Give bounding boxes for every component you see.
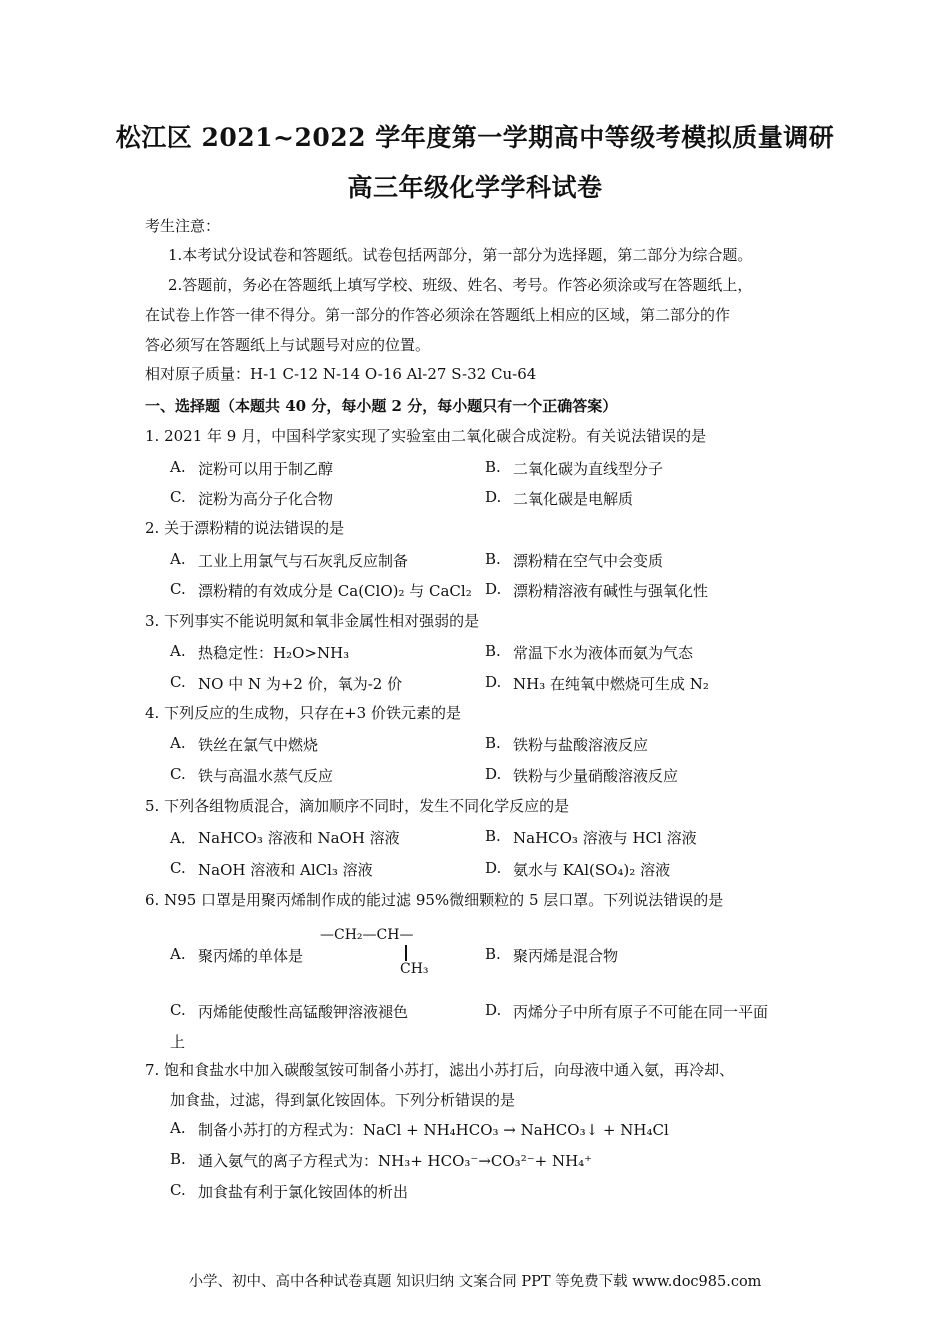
question-4-stem: 4. 下列反应的生成物，只存在+3 价铁元素的是 — [145, 704, 461, 722]
question-2-stem: 2. 关于漂粉精的说法错误的是 — [145, 519, 345, 537]
question-5-option-b: B. NaHCO₃ 溶液与 HCl 溶液 — [485, 827, 697, 847]
question-6-option-c-wrap: 上 — [170, 1033, 186, 1051]
question-6-stem: 6. N95 口罩是用聚丙烯制作成的能过滤 95%微细颗粒的 5 层口罩。下列说法错误的是 — [145, 891, 724, 909]
question-1-option-a: A. 淀粉可以用于制乙醇 — [170, 458, 334, 478]
exam-title-line2: 高三年级化学学科试卷 — [347, 173, 603, 202]
question-3-option-a: A. 热稳定性：H₂O>NH₃ — [170, 642, 350, 662]
question-3-option-c: C. NO 中 N 为+2 价，氧为-2 价 — [170, 673, 403, 693]
question-1-stem: 1. 2021 年 9 月，中国科学家实现了实验室由二氧化碳合成淀粉。有关说法错误的是 — [145, 427, 707, 445]
propylene-structure — [320, 927, 460, 979]
question-6-option-d: D. 丙烯分子中所有原子不可能在同一平面 — [485, 1001, 769, 1021]
question-2-option-d: D. 漂粉精溶液有碱性与强氧化性 — [485, 580, 709, 600]
question-3-option-d: D. NH₃ 在纯氧中燃烧可生成 N₂ — [485, 673, 709, 693]
atomic-mass-line: 相对原子质量：H-1 C-12 N-14 O-16 Al-27 S-32 Cu-64 — [145, 365, 537, 383]
question-3-option-b: B. 常温下水为液体而氨为气态 — [485, 642, 694, 662]
question-2-option-c: C. 漂粉精的有效成分是 Ca(ClO)₂ 与 CaCl₂ — [170, 580, 472, 600]
question-1-option-c: C. 淀粉为高分子化合物 — [170, 488, 334, 508]
page-footer: 小学、初中、高中各种试卷真题 知识归纳 文案合同 PPT 等免费下载 www.doc985.com — [188, 1274, 762, 1290]
notice-item-2-line2: 在试卷上作答一律不得分。第一部分的作答必须涂在答题纸上相应的区域，第二部分的作 — [145, 306, 731, 324]
exam-title-line1: 松江区 2021~2022 学年度第一学期高中等级考模拟质量调研 — [115, 123, 835, 152]
question-7-stem-line2: 加食盐，过滤，得到氯化铵固体。下列分析错误的是 — [170, 1091, 516, 1109]
question-1-option-d: D. 二氧化碳是电解质 — [485, 488, 634, 508]
question-4-option-d: D. 铁粉与少量硝酸溶液反应 — [485, 765, 679, 785]
question-7-option-b: B. 通入氨气的离子方程式为：NH₃+ HCO₃⁻→CO₃²⁻+ NH₄⁺ — [170, 1150, 593, 1170]
notice-heading: 考生注意： — [145, 217, 221, 235]
question-3-stem: 3. 下列事实不能说明氮和氧非金属性相对强弱的是 — [145, 612, 480, 630]
notice-item-2-line1: 2.答题前，务必在答题纸上填写学校、班级、姓名、考号。作答必须涂或写在答题纸上， — [168, 276, 753, 294]
notice-item-2-line3: 答必须写在答题纸上与试题号对应的位置。 — [145, 336, 431, 354]
question-7-option-c: C. 加食盐有利于氯化铵固体的析出 — [170, 1181, 409, 1201]
structure-upper: —CH₂—CH— — [320, 927, 414, 943]
question-6-option-a: A. 聚丙烯的单体是 — [170, 945, 304, 965]
question-1-option-b: B. 二氧化碳为直线型分子 — [485, 458, 664, 478]
question-4-option-a: A. 铁丝在氯气中燃烧 — [170, 734, 319, 754]
question-5-stem: 5. 下列各组物质混合，滴加顺序不同时，发生不同化学反应的是 — [145, 797, 570, 815]
question-5-option-c: C. NaOH 溶液和 AlCl₃ 溶液 — [170, 859, 373, 879]
question-2-option-a: A. 工业上用氯气与石灰乳反应制备 — [170, 550, 409, 570]
question-4-option-c: C. 铁与高温水蒸气反应 — [170, 765, 334, 785]
notice-item-1: 1.本考试分设试卷和答题纸。试卷包括两部分，第一部分为选择题，第二部分为综合题。 — [168, 246, 753, 264]
structure-lower: CH₃ — [400, 961, 429, 977]
question-4-option-b: B. 铁粉与盐酸溶液反应 — [485, 734, 649, 754]
question-7-option-a: A. 制备小苏打的方程式为：NaCl + NH₄HCO₃ → NaHCO₃↓ + NH₄Cl — [170, 1119, 669, 1139]
question-5-option-d: D. 氨水与 KAl(SO₄)₂ 溶液 — [485, 859, 671, 879]
question-5-option-a: A． NaHCO₃ 溶液和 NaOH 溶液 — [170, 829, 400, 847]
question-6-option-b: B. 聚丙烯是混合物 — [485, 945, 619, 965]
section-heading: 一、选择题（本题共 40 分，每小题 2 分，每小题只有一个正确答案） — [145, 397, 618, 415]
question-2-option-b: B. 漂粉精在空气中会变质 — [485, 550, 664, 570]
question-6-option-c: C. 丙烯能使酸性高锰酸钾溶液褪色 — [170, 1001, 409, 1021]
question-7-stem-line1: 7. 饱和食盐水中加入碳酸氢铵可制备小苏打，滤出小苏打后，向母液中通入氨，再冷却、 — [145, 1061, 735, 1079]
structure-bond — [405, 945, 407, 961]
